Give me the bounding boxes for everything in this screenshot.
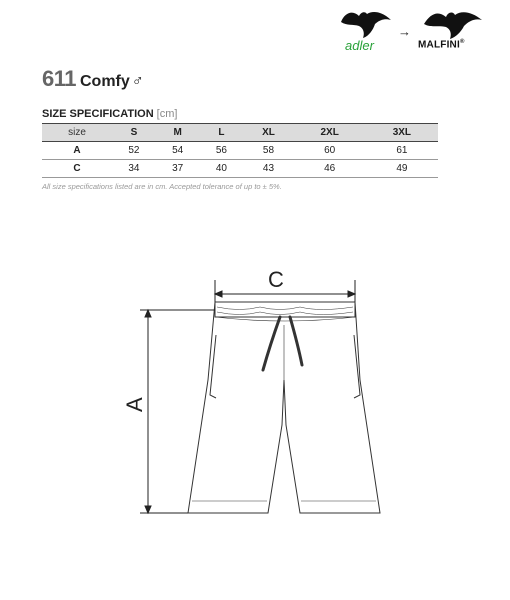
adler-bird-icon [339, 8, 393, 40]
product-name: Comfy [80, 73, 130, 90]
table-cell: 49 [396, 163, 408, 174]
column-header: S [112, 124, 156, 142]
size-spec-heading: SIZE SPECIFICATION [cm] [42, 108, 178, 120]
table-cell: 52 [128, 145, 140, 156]
column-header: 3XL [366, 124, 438, 142]
dimension-c-label: C [268, 267, 284, 292]
column-header: L [200, 124, 244, 142]
table-cell: 58 [262, 145, 275, 156]
table-cell: 37 [172, 163, 184, 174]
brand-logos [330, 6, 510, 56]
column-header: M [156, 124, 200, 142]
table-cell: 43 [262, 163, 275, 174]
male-gender-icon: ♂ [131, 73, 144, 90]
table-cell: 34 [128, 163, 140, 174]
column-header: XL [243, 124, 293, 142]
shorts-measurement-drawing [120, 255, 400, 525]
arrow-icon: → [398, 24, 411, 39]
table-cell: 60 [324, 145, 336, 156]
product-title [42, 66, 144, 92]
table-cell: 56 [215, 145, 227, 156]
dimension-c-line [215, 280, 355, 302]
table-row [42, 142, 438, 160]
table-row [42, 160, 438, 178]
malfini-logo [418, 6, 508, 54]
column-header: 2XL [294, 124, 366, 142]
adler-logo [335, 6, 395, 54]
adler-wordmark: adler [345, 38, 374, 53]
tolerance-note: All size specifications listed are in cm. Accepted tolerance of up to ± 5%. [42, 182, 282, 191]
size-table-header [42, 124, 438, 142]
malfini-bird-icon [422, 8, 484, 40]
dimension-a-label: A [122, 397, 147, 412]
product-code: 611 [42, 66, 76, 91]
table-cell: 61 [396, 145, 408, 156]
table-cell: 54 [172, 145, 184, 156]
malfini-wordmark: MALFINI® [418, 39, 465, 51]
size-table [42, 123, 438, 178]
column-header: size [42, 124, 112, 142]
shorts-outline [188, 302, 380, 513]
size-spec-unit: [cm] [156, 108, 178, 120]
row-label: C [73, 163, 81, 174]
table-cell: 40 [215, 163, 227, 174]
drawstring-icon [263, 317, 302, 370]
table-cell: 46 [324, 163, 336, 174]
row-label: A [73, 145, 81, 156]
